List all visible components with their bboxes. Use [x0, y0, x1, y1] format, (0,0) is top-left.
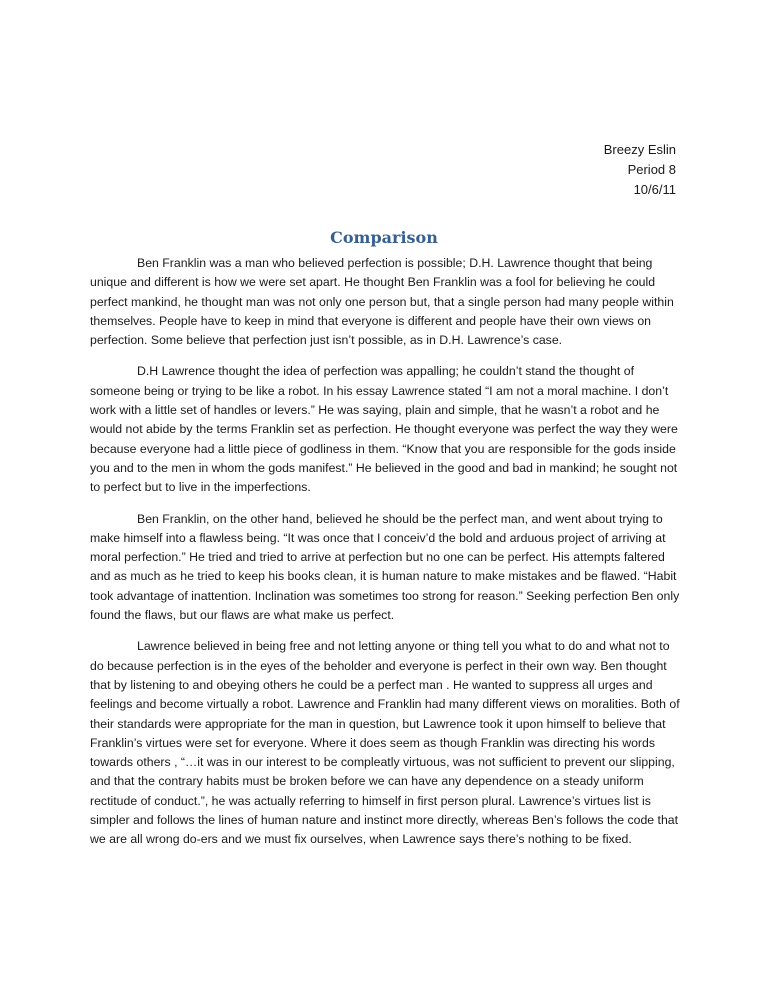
paragraph: Ben Franklin was a man who believed perfection is possible; D.H. Lawrence thought that being unique and different is how we were set apart. He thought Ben Franklin was a fool for believing he could perfect mankind, he thought man was not only one person but, that a single person had many people within themselves. People have to keep in mind that everyone is different and people have their own views on perfection. Some believe that perfection just isn’t possible, as in D.H. Lawrence’s case.: [90, 256, 674, 348]
document-title: Comparison: [330, 228, 438, 247]
author-header: [604, 140, 676, 200]
paragraph: D.H Lawrence thought the idea of perfection was appalling; he couldn’t stand the thought of someone being or trying to be like a robot. In his essay Lawrence stated “I am not a moral machine. I don’t work with a little set of handles or levers.” He was saying, plain and simple, that he wasn’t a robot and he would not abide by the terms Franklin set as perfection. He thought everyone was perfect the way they were because everyone had a little piece of godliness in them. “Know that you are responsible for the gods inside you and to the men in whom the gods manifest.” He believed in the good and bad in mankind; he sought not to perfect but to live in the imperfections.: [90, 364, 678, 495]
paragraph: Ben Franklin, on the other hand, believed he should be the perfect man, and went about trying to make himself into a flawless being. “It was once that I conceiv’d the bold and arduous project of arriving at moral perfection.” He tried and tried to arrive at perfection but no one can be perfect. His attempts faltered and as much as he tried to keep his books clean, it is human nature to make mistakes and be flawed. “Habit took advantage of inattention. Inclination was sometimes too strong for reason.” Seeking perfection Ben only found the flaws, but our flaws are what make us perfect.: [90, 511, 680, 623]
document-body: [90, 254, 680, 862]
class-period: Period 8: [627, 162, 676, 177]
author-name: Breezy Eslin: [603, 142, 676, 157]
document-date: 10/6/11: [633, 182, 676, 197]
paragraph: Lawrence believed in being free and not letting anyone or thing tell you what to do and what not to do because perfection is in the eyes of the beholder and everyone is perfect in their own way. Ben thought that by listening to and obeying others he could be a perfect man . He wanted to suppress all urges and feelings and become virtually a robot. Lawrence and Franklin had many different views on moralities. Both of their standards were appropriate for the man in question, but Lawrence took it upon himself to believe that Franklin’s virtues were set for everyone. Where it does seem as though Franklin was directing his words towards others , “…it was in our interest to be compleatly virtuous, was not sufficient to prevent our slipping, and that the contrary habits must be broken before we can have any dependence on a steady uniform rectitude of conduct.”, he was actually referring to himself in first person plural. Lawrence’s virtues list is simpler and follows the lines of human nature and instinct more directly, whereas Ben’s follows the code that we are all wrong do-ers and we must fix ourselves, when Lawrence says there’s nothing to be fixed.: [90, 639, 680, 847]
